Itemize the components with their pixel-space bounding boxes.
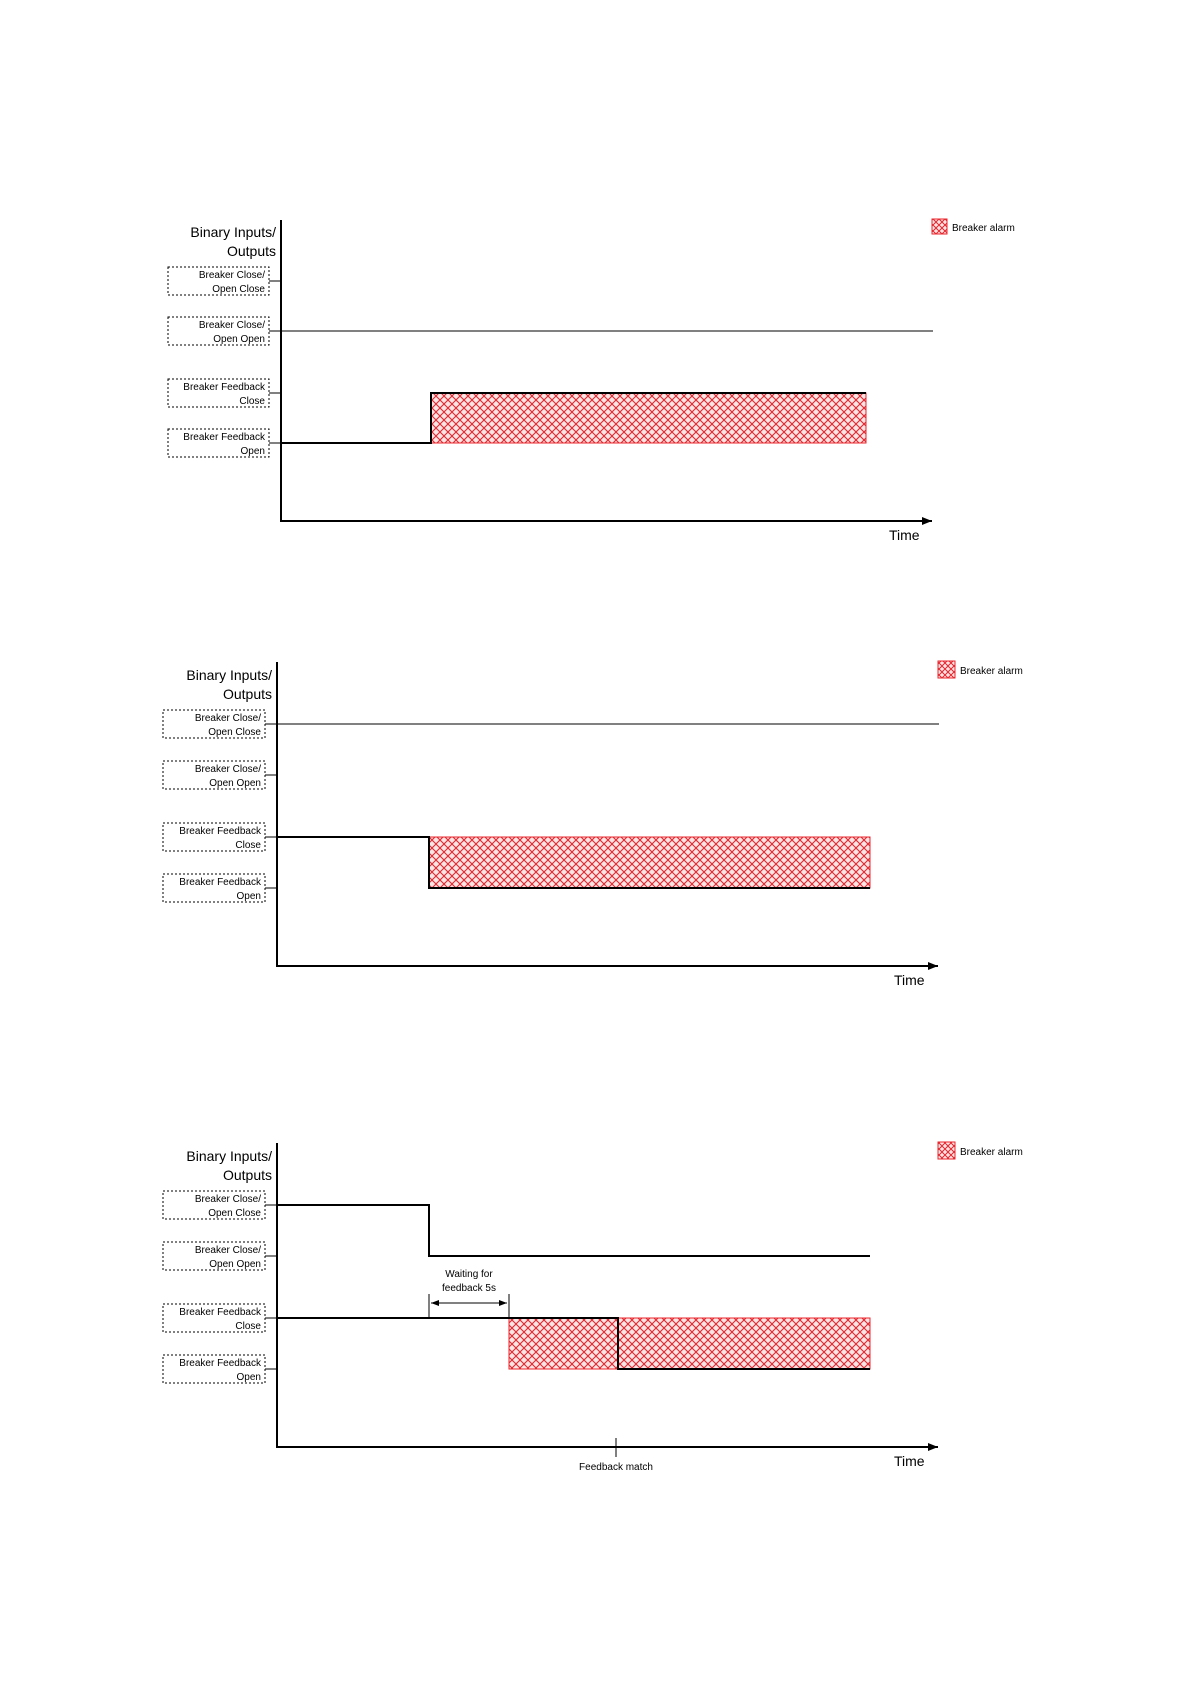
signal-label-breaker-feedback-open <box>163 874 265 902</box>
svg-text:Breaker Close/: Breaker Close/ <box>194 1245 261 1256</box>
waiting-label-line2: feedback 5s <box>442 1283 496 1294</box>
feedback-match-label: Feedback match <box>579 1462 653 1473</box>
timing-diagram-3 <box>0 1020 1191 1525</box>
svg-text:Breaker Feedback: Breaker Feedback <box>179 1307 261 1318</box>
svg-text:Breaker Close/: Breaker Close/ <box>198 320 265 331</box>
breaker-alarm-region <box>431 393 866 443</box>
svg-text:Close: Close <box>235 1321 261 1332</box>
signal-label-breaker-close-open-close <box>168 267 269 295</box>
signal-label-breaker-feedback-close <box>163 823 265 851</box>
breaker-alarm-region-1 <box>509 1318 618 1369</box>
svg-text:Breaker Close/: Breaker Close/ <box>194 713 261 724</box>
signal-label-breaker-feedback-open <box>168 429 269 457</box>
svg-text:Open Open: Open Open <box>213 334 265 345</box>
svg-text:Close: Close <box>239 396 265 407</box>
svg-text:Breaker Feedback: Breaker Feedback <box>183 432 265 443</box>
signal-label-breaker-close-open-open <box>163 761 265 789</box>
waiting-label-line1: Waiting for <box>445 1269 493 1280</box>
svg-text:Breaker Feedback: Breaker Feedback <box>179 877 261 888</box>
y-axis-title-line1: Binary Inputs/ <box>186 667 272 683</box>
trace-close-output <box>277 1205 870 1256</box>
svg-text:Open Close: Open Close <box>208 727 261 738</box>
y-axis-title-line1: Binary Inputs/ <box>190 224 276 240</box>
svg-text:Open Close: Open Close <box>212 284 265 295</box>
signal-label-breaker-close-open-open <box>163 1242 265 1270</box>
svg-text:Open: Open <box>240 446 265 457</box>
svg-text:Breaker Close/: Breaker Close/ <box>194 764 261 775</box>
breaker-alarm-region <box>429 837 870 888</box>
signal-label-breaker-feedback-close <box>168 379 269 407</box>
breaker-alarm-region-2 <box>618 1318 870 1369</box>
svg-text:Breaker Feedback: Breaker Feedback <box>179 826 261 837</box>
legend-swatch <box>932 219 947 234</box>
legend-label: Breaker alarm <box>960 1147 1023 1158</box>
signal-label-breaker-close-open-open <box>168 317 269 345</box>
signal-label-breaker-close-open-close <box>163 710 265 738</box>
timing-diagram-1 <box>0 0 1191 565</box>
x-axis-label: Time <box>894 1453 925 1469</box>
y-axis-title-line2: Outputs <box>222 1167 272 1183</box>
legend-label: Breaker alarm <box>952 223 1015 234</box>
svg-text:Breaker Feedback: Breaker Feedback <box>179 1358 261 1369</box>
svg-text:Open Close: Open Close <box>208 1208 261 1219</box>
legend-swatch <box>938 1142 955 1159</box>
legend-label: Breaker alarm <box>960 666 1023 677</box>
svg-text:Open Open: Open Open <box>209 1259 261 1270</box>
svg-text:Open: Open <box>236 891 261 902</box>
signal-label-breaker-feedback-close <box>163 1304 265 1332</box>
signal-label-breaker-feedback-open <box>163 1355 265 1383</box>
legend-swatch <box>938 661 955 678</box>
svg-text:Breaker Close/: Breaker Close/ <box>198 270 265 281</box>
y-axis-title-line1: Binary Inputs/ <box>186 1148 272 1164</box>
signal-label-breaker-close-open-close <box>163 1191 265 1219</box>
timing-diagram-2 <box>0 560 1191 1025</box>
svg-text:Open Open: Open Open <box>209 778 261 789</box>
x-axis-label: Time <box>889 527 920 543</box>
svg-text:Breaker Feedback: Breaker Feedback <box>183 382 265 393</box>
svg-text:Breaker Close/: Breaker Close/ <box>194 1194 261 1205</box>
y-axis-title-line2: Outputs <box>222 686 272 702</box>
y-axis-title-line2: Outputs <box>226 243 276 259</box>
svg-text:Close: Close <box>235 840 261 851</box>
x-axis-label: Time <box>894 972 925 988</box>
svg-text:Open: Open <box>236 1372 261 1383</box>
